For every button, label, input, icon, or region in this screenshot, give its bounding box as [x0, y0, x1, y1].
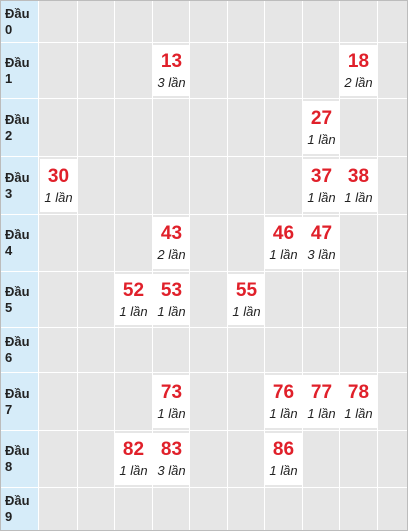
- column-divider: [152, 328, 153, 372]
- column-divider: [264, 157, 265, 214]
- table-row: [1, 157, 407, 215]
- column-divider: [264, 43, 265, 98]
- number-cell: [340, 45, 377, 96]
- row-head-label: [1, 431, 39, 487]
- column-divider: [77, 431, 78, 487]
- column-divider: [227, 43, 228, 98]
- column-divider: [339, 328, 340, 372]
- column-divider: [264, 99, 265, 156]
- column-divider: [302, 272, 303, 327]
- occurrence-count: 1 lần: [344, 405, 373, 421]
- column-divider: [77, 43, 78, 98]
- table-row: [1, 215, 407, 272]
- column-divider: [227, 1, 228, 42]
- row-head-word: Đầu: [5, 227, 30, 242]
- column-divider: [152, 488, 153, 530]
- loto-number: 86: [272, 439, 295, 460]
- column-divider: [302, 431, 303, 487]
- loto-number: 30: [47, 165, 70, 187]
- table-row: [1, 328, 407, 373]
- column-divider: [114, 488, 115, 530]
- column-divider: [114, 157, 115, 214]
- column-divider: [339, 1, 340, 42]
- occurrence-count: 1 lần: [344, 189, 373, 205]
- loto-number: 46: [272, 223, 295, 244]
- column-divider: [264, 328, 265, 372]
- occurrence-count: 1 lần: [119, 463, 148, 478]
- column-divider: [189, 157, 190, 214]
- number-cell: [153, 433, 190, 485]
- occurrence-count: 1 lần: [307, 189, 336, 205]
- number-cell: [115, 433, 152, 485]
- occurrence-count: 1 lần: [119, 303, 148, 319]
- column-divider: [189, 1, 190, 42]
- table-row: [1, 1, 407, 43]
- column-divider: [302, 328, 303, 372]
- number-cell: [303, 375, 340, 428]
- column-divider: [302, 1, 303, 42]
- column-divider: [377, 272, 378, 327]
- number-cell: [153, 274, 190, 325]
- column-divider: [339, 488, 340, 530]
- loto-number: 43: [160, 223, 183, 244]
- loto-number: 76: [272, 381, 295, 403]
- row-head-label: [1, 1, 39, 42]
- loto-number: 55: [235, 279, 258, 301]
- occurrence-count: 3 lần: [157, 463, 186, 478]
- column-divider: [227, 328, 228, 372]
- number-cell: [153, 45, 190, 96]
- column-divider: [339, 431, 340, 487]
- column-divider: [77, 157, 78, 214]
- column-divider: [377, 431, 378, 487]
- row-head-label: [1, 488, 39, 530]
- number-cell: [340, 159, 377, 212]
- column-divider: [189, 328, 190, 372]
- column-divider: [189, 99, 190, 156]
- row-head-digit: 8: [5, 459, 13, 474]
- column-divider: [114, 373, 115, 430]
- number-cell: [265, 217, 302, 269]
- row-head-label: [1, 328, 39, 372]
- column-divider: [377, 328, 378, 372]
- column-divider: [77, 215, 78, 271]
- table-row: [1, 373, 407, 431]
- column-divider: [77, 1, 78, 42]
- column-divider: [114, 215, 115, 271]
- table-row: [1, 488, 407, 530]
- column-divider: [152, 1, 153, 42]
- row-head-word: Đầu: [5, 493, 30, 508]
- row-head-word: Đầu: [5, 385, 30, 401]
- loto-number: 83: [160, 439, 183, 460]
- column-divider: [77, 99, 78, 156]
- loto-number: 38: [347, 165, 370, 187]
- loto-number: 52: [122, 279, 145, 301]
- column-divider: [302, 488, 303, 530]
- loto-number: 78: [347, 381, 370, 403]
- column-divider: [377, 488, 378, 530]
- column-divider: [264, 488, 265, 530]
- number-cell: [303, 101, 340, 154]
- occurrence-count: 3 lần: [157, 74, 186, 90]
- occurrence-count: 1 lần: [269, 463, 298, 478]
- column-divider: [227, 215, 228, 271]
- occurrence-count: 3 lần: [307, 247, 336, 262]
- row-head-word: Đầu: [5, 283, 30, 299]
- row-head-label: [1, 272, 39, 327]
- row-head-word: Đầu: [5, 443, 30, 458]
- occurrence-count: 1 lần: [269, 247, 298, 262]
- column-divider: [377, 1, 378, 42]
- column-divider: [114, 43, 115, 98]
- table-row: [1, 272, 407, 328]
- column-divider: [77, 488, 78, 530]
- loto-number: 37: [310, 165, 333, 187]
- column-divider: [227, 157, 228, 214]
- row-head-word: Đầu: [5, 169, 30, 185]
- occurrence-count: 2 lần: [344, 74, 373, 90]
- loto-number: 18: [347, 50, 370, 72]
- column-divider: [264, 1, 265, 42]
- number-cell: [153, 375, 190, 428]
- loto-number: 82: [122, 439, 145, 460]
- column-divider: [377, 215, 378, 271]
- occurrence-count: 1 lần: [157, 405, 186, 421]
- number-cell: [303, 217, 340, 269]
- row-head-label: [1, 157, 39, 214]
- table-row: [1, 43, 407, 99]
- number-cell: [153, 217, 190, 269]
- column-divider: [114, 328, 115, 372]
- occurrence-count: 1 lần: [157, 303, 186, 319]
- number-cell: [228, 274, 265, 325]
- column-divider: [227, 99, 228, 156]
- table-row: [1, 99, 407, 157]
- occurrence-count: 1 lần: [307, 405, 336, 421]
- row-head-word: Đầu: [5, 334, 30, 349]
- loto-number: 73: [160, 381, 183, 403]
- row-head-digit: 1: [5, 70, 13, 86]
- loto-number: 53: [160, 279, 183, 301]
- occurrence-count: 1 lần: [232, 303, 261, 319]
- column-divider: [77, 272, 78, 327]
- loto-number: 77: [310, 381, 333, 403]
- number-cell: [340, 375, 377, 428]
- number-cell: [265, 433, 302, 485]
- row-head-label: [1, 43, 39, 98]
- column-divider: [189, 488, 190, 530]
- row-head-label: [1, 99, 39, 156]
- column-divider: [152, 99, 153, 156]
- row-head-label: [1, 215, 39, 271]
- occurrence-count: 1 lần: [44, 189, 73, 205]
- column-divider: [227, 373, 228, 430]
- column-divider: [114, 1, 115, 42]
- column-divider: [152, 157, 153, 214]
- loto-number: 13: [160, 50, 183, 72]
- row-head-digit: 6: [5, 350, 13, 365]
- loto-number: 47: [310, 223, 333, 244]
- column-divider: [339, 272, 340, 327]
- column-divider: [302, 43, 303, 98]
- column-divider: [227, 488, 228, 530]
- column-divider: [377, 157, 378, 214]
- row-head-digit: 2: [5, 127, 13, 143]
- loto-number: 27: [310, 107, 333, 129]
- column-divider: [377, 43, 378, 98]
- row-head-label: [1, 373, 39, 430]
- row-head-digit: 9: [5, 509, 13, 524]
- row-head-word: Đầu: [5, 111, 30, 127]
- column-divider: [114, 99, 115, 156]
- row-head-word: Đầu: [5, 5, 30, 21]
- column-divider: [77, 328, 78, 372]
- column-divider: [377, 99, 378, 156]
- table-row: [1, 431, 407, 488]
- row-head-word: Đầu: [5, 54, 30, 70]
- column-divider: [77, 373, 78, 430]
- number-cell: [303, 159, 340, 212]
- row-head-digit: 4: [5, 243, 13, 258]
- number-cell: [265, 375, 302, 428]
- row-head-digit: 3: [5, 185, 13, 201]
- column-divider: [377, 373, 378, 430]
- row-head-digit: 5: [5, 299, 13, 315]
- number-cell: [40, 159, 77, 212]
- occurrence-count: 2 lần: [157, 247, 186, 262]
- occurrence-count: 1 lần: [307, 131, 336, 147]
- row-head-digit: 7: [5, 401, 13, 417]
- column-divider: [227, 431, 228, 487]
- number-cell: [115, 274, 152, 325]
- row-head-digit: 0: [5, 21, 13, 37]
- occurrence-count: 1 lần: [269, 405, 298, 421]
